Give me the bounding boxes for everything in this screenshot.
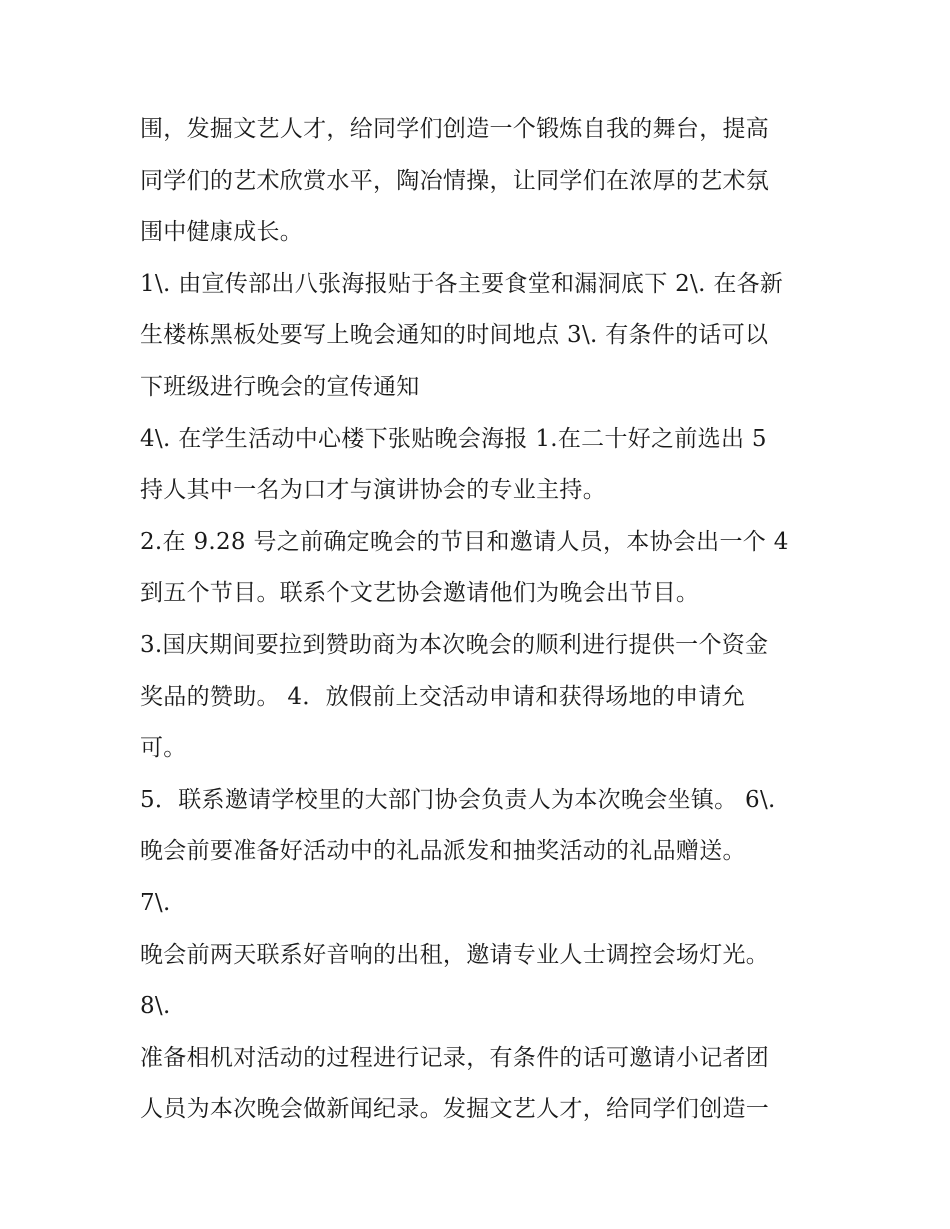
- text-line-13: 可。: [140, 735, 187, 762]
- text-line-17: 晚会前两天联系好音响的出租，邀请专业人士调控会场灯光。: [140, 941, 770, 968]
- text-line-5: 生楼栋黑板处要写上晚会通知的时间地点 3\. 有条件的话可以: [140, 322, 769, 349]
- text-line-15: 晚会前要准备好活动中的礼品派发和抽奖活动的礼品赠送。: [140, 838, 746, 865]
- document-body: [140, 104, 820, 1136]
- text-line-19: 准备相机对活动的过程进行记录，有条件的话可邀请小记者团: [140, 1044, 770, 1071]
- text-line-4: 1\. 由宣传部出八张海报贴于各主要食堂和漏洞底下 2\. 在各新: [140, 270, 784, 297]
- text-line-1: 围，发掘文艺人才，给同学们创造一个锻炼自我的舞台，提高: [140, 116, 770, 142]
- text-line-16: 7\.: [140, 889, 171, 916]
- text-line-14: 5．联系邀请学校里的大部门协会负责人为本次晚会坐镇。 6\.: [140, 786, 776, 813]
- text-line-20: 人员为本次晚会做新闻纪录。发掘文艺人才，给同学们创造一: [140, 1096, 770, 1123]
- text-line-9: 2.在 9.28 号之前确定晚会的节目和邀请人员，本协会出一个 4: [140, 528, 789, 555]
- text-line-11: 3.国庆期间要拉到赞助商为本次晚会的顺利进行提供一个资金: [140, 631, 769, 658]
- text-line-3: 围中健康成长。: [140, 219, 304, 246]
- text-line-18: 8\.: [140, 993, 171, 1020]
- text-line-7: 4\. 在学生活动中心楼下张贴晚会海报 1.在二十好之前选出 5: [140, 425, 767, 452]
- text-line-8: 持人其中一名为口才与演讲协会的专业主持。: [140, 477, 606, 504]
- text-line-6: 下班级进行晚会的宣传通知: [140, 373, 420, 400]
- text-line-2: 同学们的艺术欣赏水平，陶冶情操，让同学们在浓厚的艺术氛: [140, 167, 770, 194]
- text-line-10: 到五个节目。联系个文艺协会邀请他们为晚会出节目。: [140, 580, 700, 607]
- text-line-12: 奖品的赞助。 4．放假前上交活动申请和获得场地的申请允: [140, 683, 746, 710]
